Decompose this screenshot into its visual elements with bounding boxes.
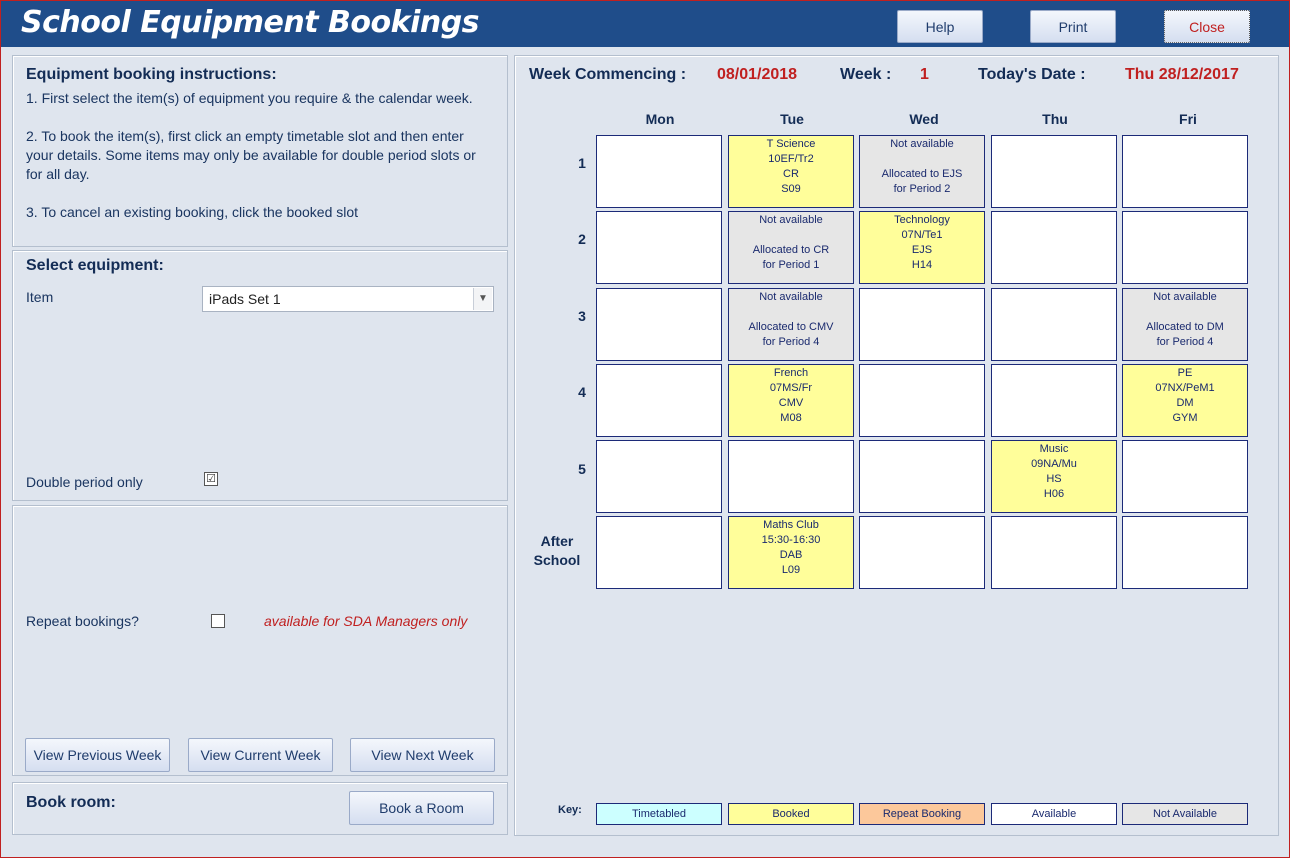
slot-line [1123,152,1247,167]
timetable-slot[interactable] [728,135,854,208]
timetable-slot[interactable] [728,211,854,284]
slot-line [860,320,984,335]
title-bar [1,1,1289,47]
item-label: Item [26,289,54,305]
slot-line [860,487,984,502]
slot-line: Technology [894,214,950,226]
slot-line [1123,548,1247,563]
repeat-bookings-checkbox[interactable] [211,614,225,628]
slot-line: T Science [766,138,816,150]
key-item: Timetabled [596,803,722,825]
slot-line [1123,563,1247,578]
slot-line [860,457,984,472]
slot-line [992,258,1116,273]
slot-line [992,290,1116,305]
slot-line [1123,167,1247,182]
slot-line [992,548,1116,563]
timetable-slot[interactable] [1122,364,1248,437]
slot-line [1123,305,1247,320]
slot-line: Allocated to DM [1146,321,1224,333]
slot-line: L09 [781,564,801,576]
slot-line [597,137,721,152]
slot-line [597,290,721,305]
book-room-title: Book room: [26,794,116,811]
slot-line: Not available [1153,291,1217,303]
slot-line [597,320,721,335]
period-label-after-school [522,532,592,570]
slot-line [597,167,721,182]
timetable-slot[interactable] [859,364,985,437]
slot-line: Not available [890,138,954,150]
slot-line [992,137,1116,152]
slot-line [597,411,721,426]
timetable-slot[interactable] [859,288,985,361]
timetable-slot[interactable] [596,364,722,437]
slot-line [729,228,853,243]
slot-line [597,518,721,533]
book-a-room-button[interactable]: Book a Room [349,791,494,825]
slot-line [992,396,1116,411]
timetable-slot[interactable] [1122,135,1248,208]
timetable-slot[interactable] [1122,288,1248,361]
repeat-bookings-label: Repeat bookings? [26,613,139,629]
timetable-slot[interactable] [991,440,1117,513]
day-header-mon: Mon [645,111,675,127]
slot-line [992,213,1116,228]
slot-line [597,563,721,578]
slot-line: CR [783,168,799,180]
timetable-slot[interactable] [596,135,722,208]
slot-line [860,305,984,320]
slot-line [860,335,984,350]
slot-line [992,182,1116,197]
slot-line: 09NA/Mu [1031,458,1077,470]
slot-line [597,366,721,381]
help-button[interactable]: Help [897,10,983,43]
day-header-wed: Wed [909,111,939,127]
slot-line [1123,243,1247,258]
slot-line [860,472,984,487]
slot-line [597,472,721,487]
slot-line [1123,228,1247,243]
slot-line [860,411,984,426]
timetable-slot[interactable] [596,211,722,284]
slot-line: Not available [759,214,823,226]
slot-line [860,396,984,411]
week-navigation-panel [12,505,508,776]
slot-line [992,381,1116,396]
slot-line [597,228,721,243]
slot-line [992,366,1116,381]
key-item: Booked [728,803,854,825]
timetable-slot[interactable] [1122,516,1248,589]
slot-line [860,548,984,563]
key-item: Repeat Booking [859,803,985,825]
timetable-slot[interactable] [859,516,985,589]
day-header-tue: Tue [780,111,804,127]
slot-line [729,305,853,320]
slot-line [729,457,853,472]
instructions-title: Equipment booking instructions: [26,66,277,83]
slot-line: H14 [911,259,933,271]
view-previous-week-button[interactable]: View Previous Week [25,738,170,772]
slot-line: EJS [911,244,933,256]
slot-line [992,228,1116,243]
timetable-slot[interactable] [991,211,1117,284]
period-label-1: 1 [578,155,586,171]
key-item: Available [991,803,1117,825]
timetable-slot[interactable] [991,516,1117,589]
view-current-week-button[interactable]: View Current Week [188,738,333,772]
timetable-slot[interactable] [728,516,854,589]
double-period-label: Double period only [26,474,143,490]
slot-line [597,533,721,548]
slot-line [1123,518,1247,533]
timetable-slot[interactable] [991,364,1117,437]
period-label-2: 2 [578,231,586,247]
slot-line [860,563,984,578]
slot-line [597,213,721,228]
slot-line: for Period 4 [1156,336,1214,348]
day-header-fri: Fri [1179,111,1197,127]
slot-line: Allocated to CMV [748,321,834,333]
slot-line [860,533,984,548]
slot-line: GYM [1172,412,1198,424]
slot-line: Allocated to CR [752,244,830,256]
slot-line [992,518,1116,533]
slot-line [597,182,721,197]
double-period-checkbox[interactable]: ☑ [204,472,218,486]
slot-line: French [773,367,809,379]
print-button[interactable]: Print [1030,10,1116,43]
slot-line [1123,213,1247,228]
slot-line [992,411,1116,426]
period-label-5: 5 [578,461,586,477]
slot-line [1123,258,1247,273]
week-commencing-label: Week Commencing : [529,66,687,83]
view-next-week-button[interactable]: View Next Week [350,738,495,772]
after-school-line-2: School [533,552,581,568]
slot-line [860,442,984,457]
slot-line [597,442,721,457]
repeat-bookings-note: available for SDA Managers only [264,613,468,629]
slot-line [597,258,721,273]
instruction-step-1: 1. First select the item(s) of equipment you require & the calendar week. [26,90,473,106]
slot-line: for Period 2 [893,183,951,195]
slot-line: H06 [1043,488,1065,500]
slot-line [992,243,1116,258]
slot-line [729,442,853,457]
todays-date-label: Today's Date : [978,66,1086,83]
slot-line [729,472,853,487]
slot-line [1123,472,1247,487]
week-commencing-value: 08/01/2018 [717,66,798,83]
timetable-slot[interactable] [1122,440,1248,513]
slot-line [860,381,984,396]
slot-line: 15:30-16:30 [761,534,821,546]
slot-line: 07NX/PeM1 [1155,382,1215,394]
slot-line: Maths Club [763,519,819,531]
slot-line [992,533,1116,548]
timetable-slot[interactable] [991,288,1117,361]
slot-line: Allocated to EJS [881,168,963,180]
slot-line [597,335,721,350]
slot-line [992,320,1116,335]
instruction-step-2-line-3: for all day. [26,166,90,182]
slot-line: M08 [780,412,802,424]
slot-line [1123,137,1247,152]
app-title: School Equipment Bookings [21,5,480,40]
slot-line: S09 [781,183,801,195]
after-school-line-1: After [540,533,574,549]
week-value: 1 [920,66,929,83]
slot-line: for Period 4 [762,336,820,348]
slot-line [860,366,984,381]
slot-line [992,563,1116,578]
timetable-slot[interactable] [1122,211,1248,284]
day-header-thu: Thu [1042,111,1068,127]
slot-line [597,548,721,563]
slot-line [597,381,721,396]
slot-line: HS [1046,473,1062,485]
slot-line [992,335,1116,350]
slot-line: CMV [778,397,804,409]
slot-line [1123,457,1247,472]
slot-line [992,305,1116,320]
timetable-slot[interactable] [728,288,854,361]
week-label: Week : [840,66,892,83]
todays-date-value: Thu 28/12/2017 [1125,66,1239,83]
chevron-down-icon[interactable]: ▼ [473,288,492,310]
slot-line: DAB [779,549,803,561]
item-select[interactable] [202,286,494,312]
timetable-slot[interactable] [859,440,985,513]
slot-line: 07N/Te1 [901,229,943,241]
instruction-step-2-line-2: your details. Some items may only be available for double period slots or [26,147,476,163]
key-label: Key: [558,804,582,816]
slot-line: Not available [759,291,823,303]
timetable-slot[interactable] [991,135,1117,208]
slot-line [992,167,1116,182]
timetable-slot[interactable] [859,135,985,208]
slot-line [729,487,853,502]
slot-line [597,487,721,502]
slot-line [597,305,721,320]
timetable-slot[interactable] [596,288,722,361]
slot-line: 10EF/Tr2 [768,153,814,165]
slot-line [1123,182,1247,197]
slot-line [860,152,984,167]
instruction-step-2-line-1: 2. To book the item(s), first click an empty timetable slot and then enter [26,128,464,144]
slot-line [597,243,721,258]
timetable-slot[interactable] [728,364,854,437]
slot-line: DM [1176,397,1194,409]
slot-line: for Period 1 [762,259,820,271]
slot-line: Music [1039,443,1069,455]
close-button[interactable]: Close [1164,10,1250,43]
slot-line [860,290,984,305]
item-select-value: iPads Set 1 [209,291,281,307]
slot-line: 07MS/Fr [769,382,813,394]
timetable-slot[interactable] [596,440,722,513]
timetable-slot[interactable] [859,211,985,284]
slot-line [597,457,721,472]
slot-line [860,518,984,533]
instruction-step-3: 3. To cancel an existing booking, click the booked slot [26,204,359,220]
period-label-3: 3 [578,308,586,324]
slot-line [1123,442,1247,457]
slot-line [1123,487,1247,502]
select-equipment-title: Select equipment: [26,257,164,274]
slot-line: PE [1177,367,1193,379]
slot-line [1123,533,1247,548]
slot-line [597,396,721,411]
slot-line [992,152,1116,167]
key-item: Not Available [1122,803,1248,825]
timetable-slot[interactable] [596,516,722,589]
timetable-slot[interactable] [728,440,854,513]
slot-line [597,152,721,167]
period-label-4: 4 [578,384,586,400]
